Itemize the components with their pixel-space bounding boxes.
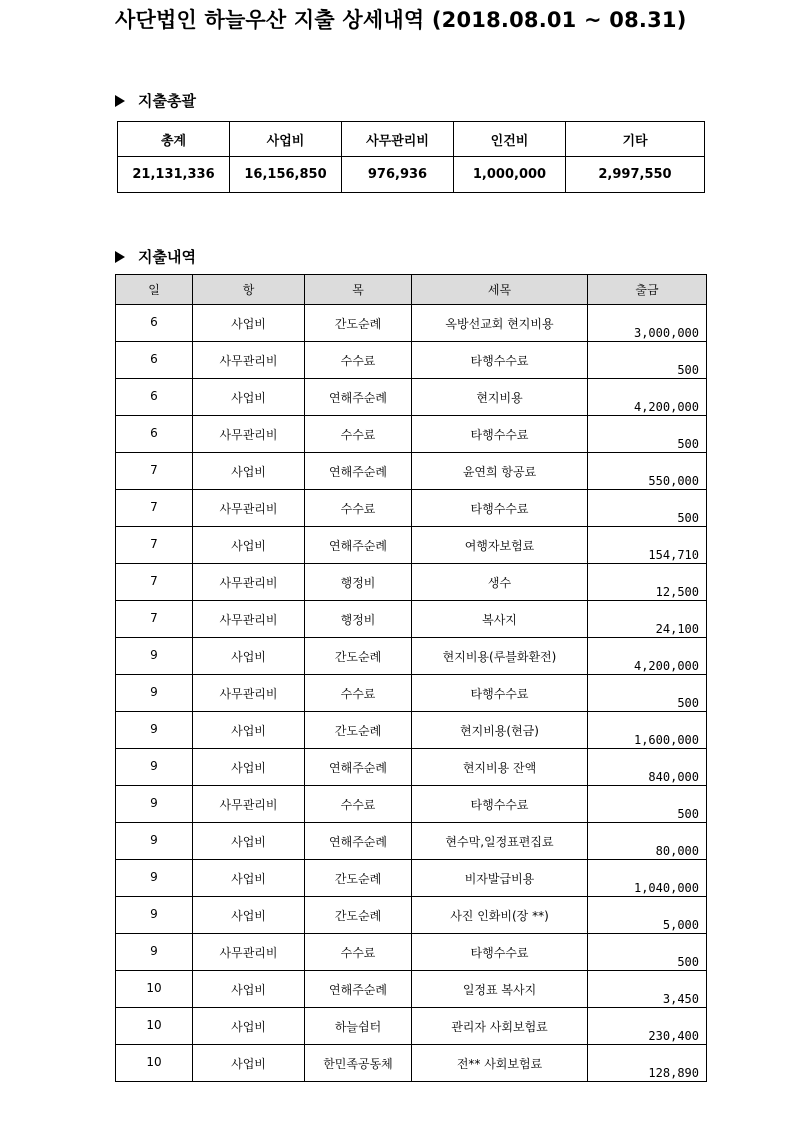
item-cell: 사무관리비 (193, 564, 305, 601)
category-cell: 연해주순례 (305, 379, 412, 416)
table-row (116, 305, 707, 342)
detail-cell: 복사지 (412, 601, 588, 638)
table-row (116, 823, 707, 860)
summary-header-other: 기타 (566, 122, 705, 157)
amount-cell: 3,000,000 (588, 305, 707, 342)
detail-cell: 타행수수료 (412, 490, 588, 527)
table-row (116, 749, 707, 786)
day-cell: 6 (116, 416, 193, 453)
category-cell: 행정비 (305, 564, 412, 601)
day-cell: 9 (116, 897, 193, 934)
summary-value-business: 16,156,850 (230, 157, 342, 193)
category-cell: 하늘쉼터 (305, 1008, 412, 1045)
day-cell: 9 (116, 675, 193, 712)
item-cell: 사무관리비 (193, 786, 305, 823)
day-cell: 7 (116, 490, 193, 527)
category-cell: 간도순례 (305, 712, 412, 749)
day-cell: 7 (116, 601, 193, 638)
amount-cell: 154,710 (588, 527, 707, 564)
day-cell: 9 (116, 712, 193, 749)
day-cell: 9 (116, 823, 193, 860)
detail-table (115, 274, 707, 1082)
category-cell: 간도순례 (305, 860, 412, 897)
detail-cell: 일정표 복사지 (412, 971, 588, 1008)
summary-table (117, 121, 705, 193)
day-cell: 9 (116, 860, 193, 897)
page-title: 사단법인 하늘우산 지출 상세내역 (2018.08.01 ~ 08.31) (115, 8, 687, 32)
triangle-bullet-icon (115, 95, 125, 107)
table-row (116, 490, 707, 527)
day-cell: 10 (116, 1008, 193, 1045)
item-cell: 사무관리비 (193, 934, 305, 971)
detail-cell: 여행자보험료 (412, 527, 588, 564)
day-cell: 7 (116, 564, 193, 601)
table-row (116, 527, 707, 564)
table-row (116, 934, 707, 971)
category-cell: 연해주순례 (305, 823, 412, 860)
table-row (116, 416, 707, 453)
day-cell: 6 (116, 305, 193, 342)
detail-cell: 관리자 사회보험료 (412, 1008, 588, 1045)
category-cell: 수수료 (305, 934, 412, 971)
amount-cell: 230,400 (588, 1008, 707, 1045)
item-cell: 사업비 (193, 527, 305, 564)
day-cell: 6 (116, 379, 193, 416)
item-cell: 사업비 (193, 453, 305, 490)
amount-cell: 500 (588, 416, 707, 453)
triangle-bullet-icon (115, 251, 125, 263)
detail-header-day: 일 (116, 275, 193, 305)
summary-heading-text: 지출총괄 (138, 92, 196, 110)
amount-cell: 128,890 (588, 1045, 707, 1082)
detail-cell: 타행수수료 (412, 675, 588, 712)
day-cell: 7 (116, 527, 193, 564)
table-row (116, 638, 707, 675)
detail-table-body (116, 305, 707, 1082)
table-row (116, 971, 707, 1008)
category-cell: 간도순례 (305, 638, 412, 675)
detail-heading (115, 246, 196, 267)
category-cell: 수수료 (305, 342, 412, 379)
table-row (116, 786, 707, 823)
amount-cell: 4,200,000 (588, 638, 707, 675)
table-row (116, 453, 707, 490)
amount-cell: 550,000 (588, 453, 707, 490)
item-cell: 사업비 (193, 712, 305, 749)
amount-cell: 24,100 (588, 601, 707, 638)
day-cell: 10 (116, 971, 193, 1008)
detail-header-category: 목 (305, 275, 412, 305)
amount-cell: 80,000 (588, 823, 707, 860)
item-cell: 사무관리비 (193, 416, 305, 453)
amount-cell: 500 (588, 342, 707, 379)
amount-cell: 1,600,000 (588, 712, 707, 749)
table-row (116, 1045, 707, 1082)
detail-cell: 현지비용 (412, 379, 588, 416)
day-cell: 9 (116, 786, 193, 823)
day-cell: 9 (116, 749, 193, 786)
table-row (116, 712, 707, 749)
item-cell: 사무관리비 (193, 342, 305, 379)
table-row (116, 897, 707, 934)
table-row (116, 601, 707, 638)
detail-header-item: 항 (193, 275, 305, 305)
amount-cell: 4,200,000 (588, 379, 707, 416)
detail-cell: 전** 사회보험료 (412, 1045, 588, 1082)
day-cell: 9 (116, 934, 193, 971)
day-cell: 7 (116, 453, 193, 490)
summary-value-personnel: 1,000,000 (454, 157, 566, 193)
category-cell: 간도순례 (305, 897, 412, 934)
detail-cell: 현수막,일정표편집료 (412, 823, 588, 860)
table-row (116, 564, 707, 601)
category-cell: 수수료 (305, 675, 412, 712)
amount-cell: 500 (588, 934, 707, 971)
category-cell: 연해주순례 (305, 749, 412, 786)
day-cell: 9 (116, 638, 193, 675)
item-cell: 사업비 (193, 1045, 305, 1082)
summary-value-other: 2,997,550 (566, 157, 705, 193)
amount-cell: 500 (588, 786, 707, 823)
detail-cell: 생수 (412, 564, 588, 601)
detail-header-detail: 세목 (412, 275, 588, 305)
summary-header-admin: 사무관리비 (342, 122, 454, 157)
item-cell: 사무관리비 (193, 601, 305, 638)
table-row (116, 379, 707, 416)
detail-header-amount: 출금 (588, 275, 707, 305)
summary-header-business: 사업비 (230, 122, 342, 157)
category-cell: 수수료 (305, 416, 412, 453)
category-cell: 연해주순례 (305, 527, 412, 564)
table-row (116, 675, 707, 712)
category-cell: 연해주순례 (305, 453, 412, 490)
category-cell: 간도순례 (305, 305, 412, 342)
amount-cell: 500 (588, 490, 707, 527)
summary-header-personnel: 인건비 (454, 122, 566, 157)
item-cell: 사무관리비 (193, 675, 305, 712)
category-cell: 한민족공동체 (305, 1045, 412, 1082)
summary-header-row (118, 122, 705, 157)
amount-cell: 840,000 (588, 749, 707, 786)
item-cell: 사업비 (193, 749, 305, 786)
day-cell: 6 (116, 342, 193, 379)
summary-header-total: 총계 (118, 122, 230, 157)
detail-cell: 타행수수료 (412, 786, 588, 823)
detail-cell: 현지비용 잔액 (412, 749, 588, 786)
summary-value-total: 21,131,336 (118, 157, 230, 193)
detail-cell: 타행수수료 (412, 342, 588, 379)
summary-heading (115, 90, 196, 111)
detail-header-row (116, 275, 707, 305)
item-cell: 사업비 (193, 379, 305, 416)
category-cell: 행정비 (305, 601, 412, 638)
category-cell: 수수료 (305, 490, 412, 527)
category-cell: 수수료 (305, 786, 412, 823)
amount-cell: 12,500 (588, 564, 707, 601)
summary-value-admin: 976,936 (342, 157, 454, 193)
item-cell: 사업비 (193, 823, 305, 860)
detail-cell: 현지비용(현금) (412, 712, 588, 749)
table-row (116, 1008, 707, 1045)
amount-cell: 5,000 (588, 897, 707, 934)
item-cell: 사업비 (193, 638, 305, 675)
table-row (116, 342, 707, 379)
detail-cell: 타행수수료 (412, 416, 588, 453)
amount-cell: 500 (588, 675, 707, 712)
day-cell: 10 (116, 1045, 193, 1082)
detail-cell: 비자발급비용 (412, 860, 588, 897)
table-row (116, 860, 707, 897)
detail-cell: 사진 인화비(장 **) (412, 897, 588, 934)
amount-cell: 3,450 (588, 971, 707, 1008)
detail-cell: 옥방선교회 현지비용 (412, 305, 588, 342)
item-cell: 사업비 (193, 860, 305, 897)
detail-cell: 타행수수료 (412, 934, 588, 971)
item-cell: 사업비 (193, 971, 305, 1008)
item-cell: 사업비 (193, 305, 305, 342)
item-cell: 사무관리비 (193, 490, 305, 527)
detail-cell: 윤연희 항공료 (412, 453, 588, 490)
detail-cell: 현지비용(루블화환전) (412, 638, 588, 675)
detail-heading-text: 지출내역 (138, 248, 196, 266)
amount-cell: 1,040,000 (588, 860, 707, 897)
item-cell: 사업비 (193, 1008, 305, 1045)
category-cell: 연해주순례 (305, 971, 412, 1008)
summary-value-row (118, 157, 705, 193)
item-cell: 사업비 (193, 897, 305, 934)
